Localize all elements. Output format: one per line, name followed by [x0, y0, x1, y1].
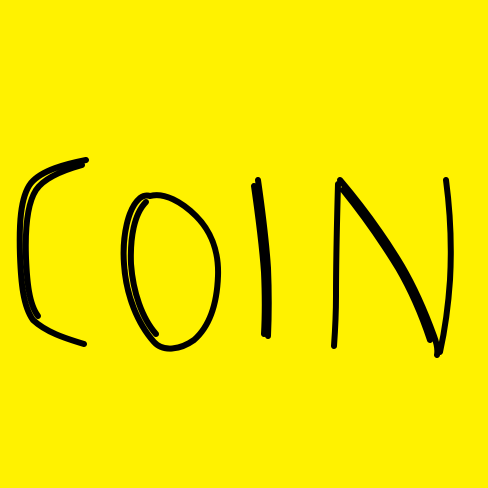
letter-c-inner-stroke — [26, 165, 82, 316]
letter-n-diagonal-inner-stroke — [343, 190, 430, 340]
letter-c-stroke — [20, 160, 86, 344]
letter-n-right-stroke — [440, 180, 451, 352]
letter-n-left-stroke — [334, 184, 338, 346]
